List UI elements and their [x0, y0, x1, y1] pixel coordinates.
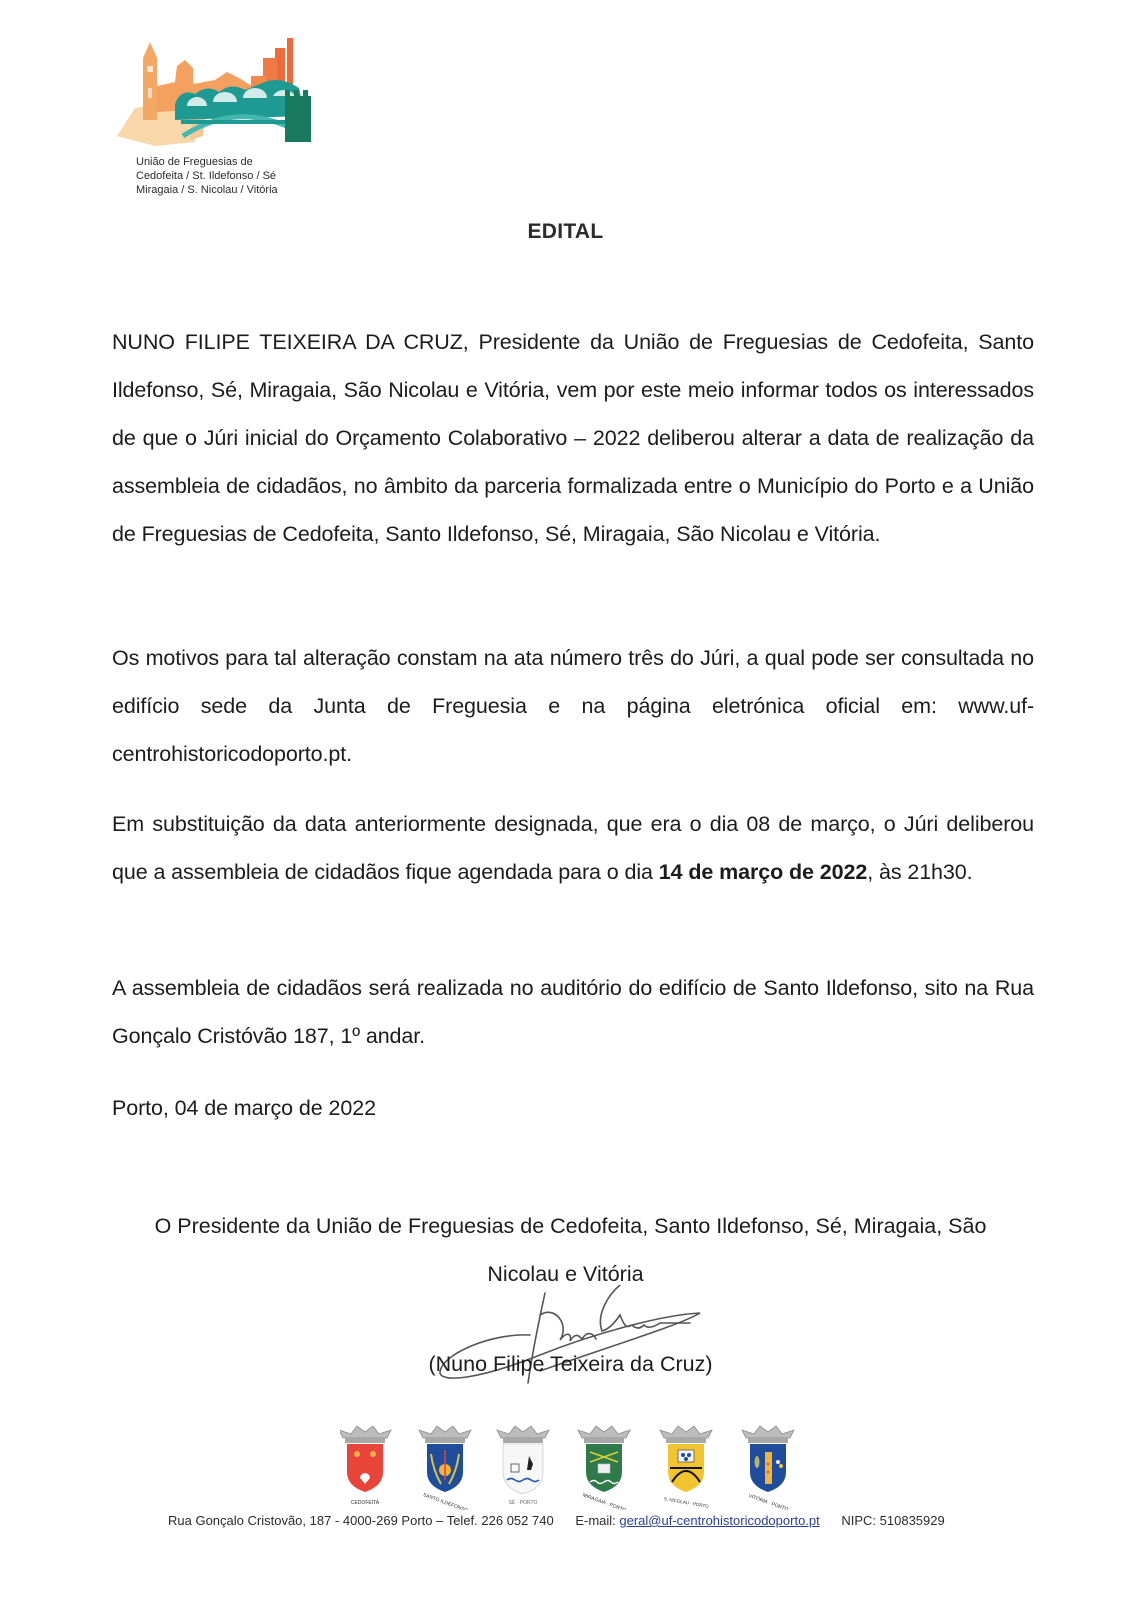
- place-and-date: Porto, 04 de março de 2022: [112, 1096, 376, 1120]
- logo-caption: [136, 155, 278, 197]
- svg-text:CEDOFEITA: CEDOFEITA: [350, 1500, 380, 1506]
- parish-union-skyline-logo-icon: [115, 36, 325, 156]
- paragraph-reasons: Os motivos para tal alteração constam na ata número três do Júri, a qual pode ser consultada no edifício sede da Junta de Freguesia e na página eletrónica oficial em: www.uf-centrohistoricodoporto.pt.: [112, 646, 1034, 766]
- logo-caption-line: União de Freguesias de: [136, 156, 253, 168]
- svg-text:VITÓRIA · PORTO: VITÓRIA · PORTO: [747, 1493, 789, 1510]
- signature-role: [0, 1202, 1131, 1298]
- footer-email-label: E-mail:: [575, 1513, 616, 1528]
- paragraph-location: A assembleia de cidadãos será realizada no auditório do edifício de Santo Ildefonso, sito na Rua Gonçalo Cristóvão 187, 1º andar.: [112, 976, 1034, 1048]
- cedofeita-coat-of-arms-icon: [340, 1426, 391, 1506]
- logo-caption-line: Miragaia / S. Nicolau / Vitória: [136, 184, 278, 196]
- footer-email-link[interactable]: geral@uf-centrohistoricodoporto.pt: [619, 1513, 820, 1528]
- footer-address: Rua Gonçalo Cristovão, 187 - 4000-269 Porto – Telef. 226 052 740: [168, 1513, 554, 1528]
- paragraph-new-date: [112, 800, 1034, 896]
- parish-crests: [340, 1420, 810, 1510]
- paragraph-announcement: NUNO FILIPE TEIXEIRA DA CRUZ, Presidente da União de Freguesias de Cedofeita, Santo Ildefonso, Sé, Miragaia, São Nicolau e Vitória, vem por este meio informar todos os interessados de que o Júri inicial do Orçamento Colaborativo – 2022 deliberou alterar a data de realização da assembleia de cidadãos, no âmbito da parceria formalizada entre o Município do Porto e a União de Freguesias de Cedofeita, Santo Ildefonso, Sé, Miragaia, São Nicolau e Vitória.: [112, 330, 1034, 546]
- sao-nicolau-coat-of-arms-icon: [660, 1426, 712, 1509]
- svg-text:S. NICOLAU · PORTO: S. NICOLAU · PORTO: [663, 1496, 710, 1509]
- signature-role-line-1: O Presidente da União de Freguesias de Cedofeita, Santo Ildefonso, Sé, Miragaia, São: [154, 1214, 987, 1238]
- santo-ildefonso-coat-of-arms-icon: [419, 1426, 471, 1510]
- svg-text:SANTO ILDEFONSO: SANTO ILDEFONSO: [422, 1492, 469, 1510]
- svg-text:SÉ · PORTO: SÉ · PORTO: [508, 1500, 538, 1506]
- footer-nipc: NIPC: 510835929: [841, 1513, 945, 1528]
- parish-union-logo: [115, 36, 325, 156]
- signer-name: (Nuno Filipe Teixeira da Cruz): [428, 1352, 713, 1376]
- new-date-text-after: , às 21h30.: [867, 860, 973, 884]
- miragaia-coat-of-arms-icon: [578, 1426, 630, 1510]
- svg-text:MIRAGAIA · PORTO: MIRAGAIA · PORTO: [581, 1492, 628, 1510]
- new-date-text-before: Em substituição da data anteriormente designada, que era o dia 08 de março, o Júri deliberou que a assembleia de cidadãos fique agendada para o dia: [112, 812, 1034, 884]
- se-coat-of-arms-icon: [497, 1426, 549, 1506]
- document-title: EDITAL: [527, 220, 604, 243]
- new-date-bold: 14 de março de 2022: [658, 860, 868, 884]
- signature-role-line-2: Nicolau e Vitória: [487, 1262, 644, 1286]
- logo-caption-line: Cedofeita / St. Ildefonso / Sé: [136, 170, 277, 182]
- vitoria-coat-of-arms-icon: [742, 1426, 794, 1510]
- footer-contact: [168, 1513, 945, 1528]
